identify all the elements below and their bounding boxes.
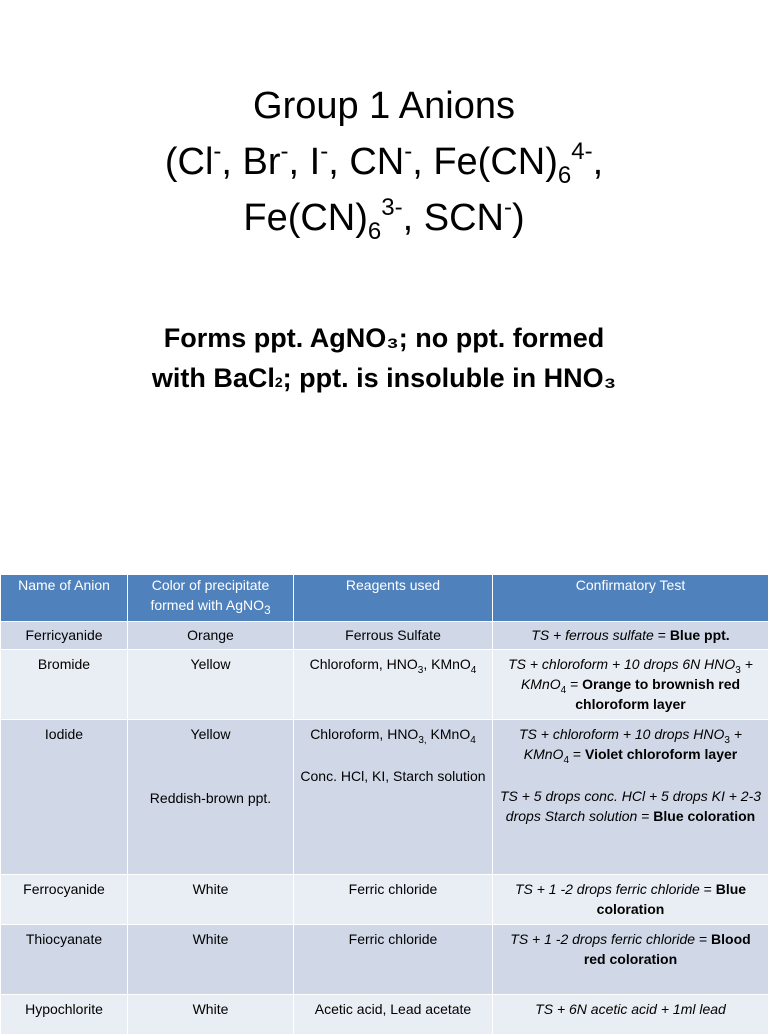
cell-reagents	[294, 719, 493, 874]
cell-color: Yellow	[128, 649, 294, 719]
table-row-ferrocyanide	[1, 874, 768, 924]
cell-color: White	[128, 994, 294, 1034]
cell-test: TS + chloroform + 10 drops 6N $HNO_3$ + KMnO$_4$ = Orange to brownish red chloroform layer	[493, 649, 768, 719]
header-color: Color of precipitate formed with AgNO$_3$	[128, 575, 294, 622]
cell-color: White	[128, 924, 294, 994]
cell-reagents: Ferrous Sulfate	[294, 621, 493, 649]
header-name: Name of Anion	[1, 575, 128, 622]
test-1: TS + chloroform + 10 drops $HNO_3$ + KMnO$_4$ = Violet chloroform layer	[498, 724, 763, 764]
header-reagents: Reagents used	[294, 575, 493, 622]
cell-reagents: Ferric chloride	[294, 874, 493, 924]
reagents-1: Chloroform, $HNO_{3,}$ KMnO$_4$	[299, 724, 487, 744]
title-line-1: Group 1 Anions	[0, 78, 768, 134]
cell-reagents: Chloroform, $HNO_3$, KMnO$_4$	[294, 649, 493, 719]
cell-test	[493, 719, 768, 874]
cell-test: TS + 1 -2 drops ferric chloride = Blood red coloration	[493, 924, 768, 994]
cell-reagents: Ferric chloride	[294, 924, 493, 994]
table-row-iodide	[1, 719, 768, 874]
subtitle-line-2: with BaCl2; ppt. is insoluble in HNO₃	[0, 358, 768, 402]
cell-reagents: Acetic acid, Lead acetate	[294, 994, 493, 1034]
table-row-ferricyanide	[1, 621, 768, 649]
table-row-hypochlorite	[1, 994, 768, 1034]
cell-test: TS + ferrous sulfate = Blue ppt.	[493, 621, 768, 649]
anion-table	[0, 574, 768, 1035]
subtitle-line-1: Forms ppt. AgNO₃; no ppt. formed	[0, 318, 768, 358]
cell-name: Ferricyanide	[1, 621, 128, 649]
cell-color: Orange	[128, 621, 294, 649]
cell-name: Ferrocyanide	[1, 874, 128, 924]
cell-name: Hypochlorite	[1, 994, 128, 1034]
color-2: Reddish-brown ppt.	[133, 788, 288, 808]
table-row-bromide	[1, 649, 768, 719]
cell-color: White	[128, 874, 294, 924]
cell-color	[128, 719, 294, 874]
cell-name: Iodide	[1, 719, 128, 874]
test-2: TS + 5 drops conc. HCl + 5 drops KI + 2-3 drops Starch solution = Blue coloration	[498, 786, 763, 826]
cell-test: TS + 6N acetic acid + 1ml lead	[493, 994, 768, 1034]
header-test: Confirmatory Test	[493, 575, 768, 622]
slide-title	[0, 78, 768, 246]
cell-name: Thiocyanate	[1, 924, 128, 994]
table-header-row	[1, 575, 768, 622]
color-1: Yellow	[133, 724, 288, 744]
title-line-3: $Fe(CN)_6^{3-}$, SCN-)	[0, 190, 768, 246]
reagents-2: Conc. HCl, KI, Starch solution	[299, 766, 487, 786]
cell-test: TS + 1 -2 drops ferric chloride = Blue coloration	[493, 874, 768, 924]
slide-subtitle	[0, 318, 768, 402]
title-line-2: (Cl-, Br-, I-, CN-, $Fe(CN)_6^{4-}$,	[0, 134, 768, 190]
table-row-thiocyanate	[1, 924, 768, 994]
cell-name: Bromide	[1, 649, 128, 719]
